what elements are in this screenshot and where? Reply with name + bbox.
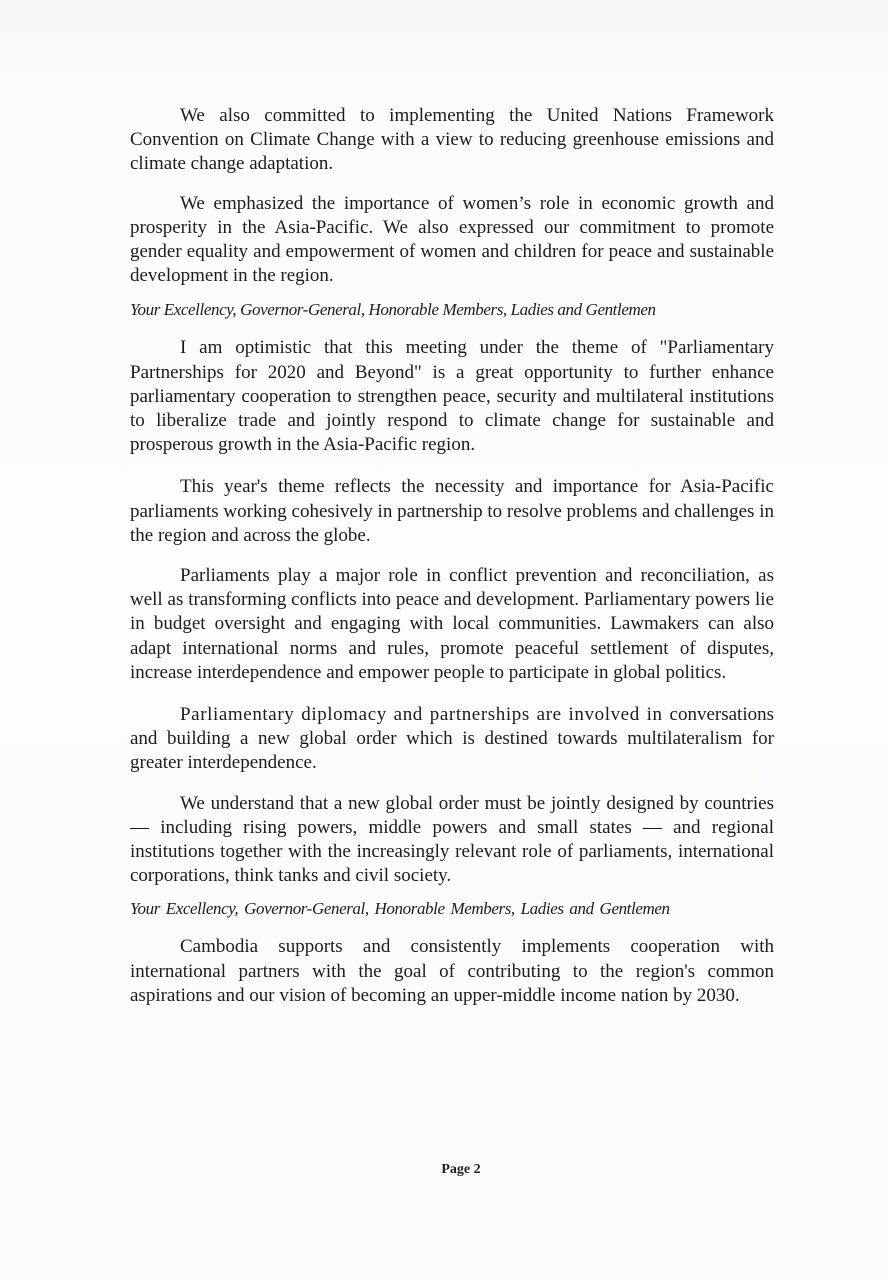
paragraph-climate-convention: We also committed to implementing the United Nations Framework Convention on Climate Change with a view to reducing greenhouse emissions and climate change adaptation.: [130, 105, 774, 175]
paragraph-year-theme: This year's theme reflects the necessity and importance for Asia-Pacific parliaments working cohesively in partnership to resolve problems and challenges in the region and across the globe.: [130, 476, 774, 546]
paragraph-meeting-theme: I am optimistic that this meeting under the theme of "Parliamentary Partnerships for 2020 and Beyond" is a great opportunity to further enhance parliamentary cooperation to strengthen peace, security and multilateral institutions to liberalize trade and jointly respond to climate change for sustainable and prosperous growth in the Asia-Pacific region.: [130, 337, 774, 456]
paragraph-diplomacy-first-line: Parliamentary diplomacy and partnerships are involved in: [180, 704, 663, 726]
salutation-first: Your Excellency, Governor-General, Honorable Members, Ladies and Gentlemen: [130, 300, 656, 320]
paragraph-diplomacy-continuation: conversations and building a new global order which is destined towards multilateralism for greater interdependence.: [130, 704, 774, 774]
page-body: [130, 104, 774, 1024]
paragraph-women-role: We emphasized the importance of women’s role in economic growth and prosperity in the Asia-Pacific. We also expressed our commitment to promote gender equality and empowerment of women and children for peace and sustainable development in the region.: [130, 192, 774, 287]
paragraph-global-order: We understand that a new global order must be jointly designed by countries — including rising powers, middle powers and small states — and regional institutions together with the increasingly relevant role of parliaments, international corporations, think tanks and civil society.: [130, 792, 774, 887]
paragraph-cambodia-support: Cambodia supports and consistently implements cooperation with international partners with the goal of contributing to the region's common aspirations and our vision of becoming an upper-middle income nation by 2030.: [130, 936, 774, 1006]
paragraph-parliamentary-diplomacy: [130, 703, 774, 776]
salutation-second: Your Excellency, Governor-General, Honorable Members, Ladies and Gentlemen: [130, 899, 670, 919]
paragraph-parliaments-role: Parliaments play a major role in conflict prevention and reconciliation, as well as transforming conflicts into peace and development. Parliamentary powers lie in budget oversight and engaging with local communities. Lawmakers can also adapt international norms and rules, promote peaceful settlement of disputes, increase interdependence and empower people to participate in global politics.: [130, 565, 774, 683]
page-number: Page 2: [441, 1162, 481, 1177]
